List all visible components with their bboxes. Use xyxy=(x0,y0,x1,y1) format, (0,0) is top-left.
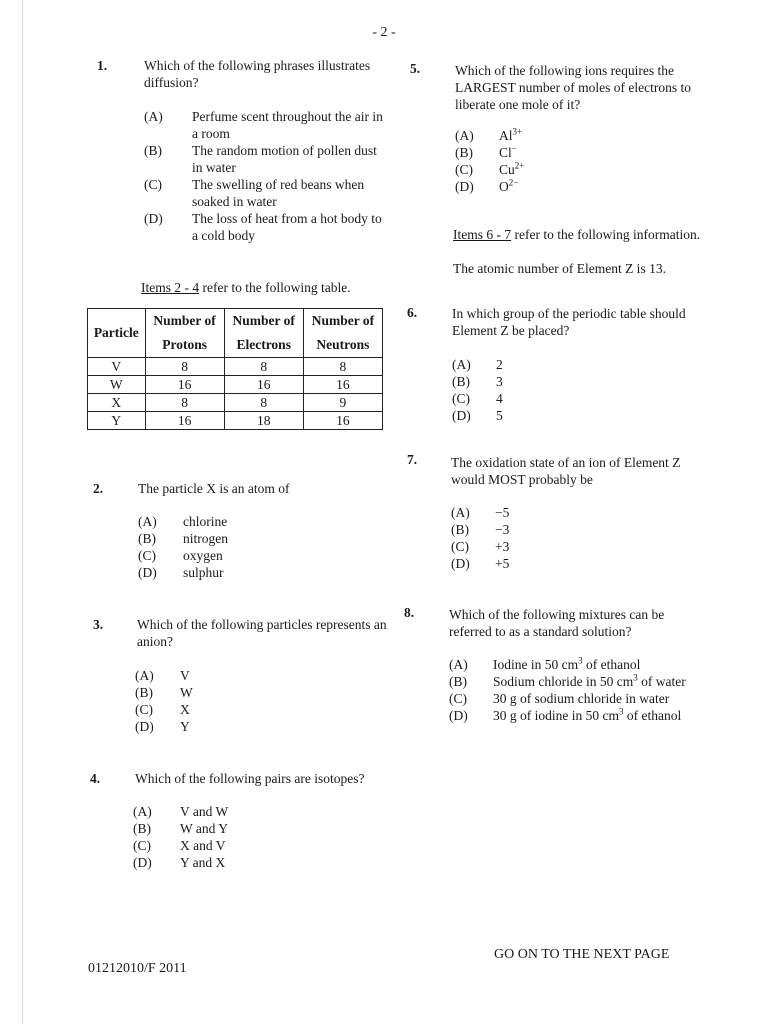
element-z-info: The atomic number of Element Z is 13. xyxy=(453,261,666,276)
q6-option-c[interactable]: (C) 4 xyxy=(452,391,503,406)
q7-option-d[interactable]: (D) +5 xyxy=(451,556,510,571)
table-row xyxy=(88,394,383,412)
q8-number: 8. xyxy=(404,605,415,620)
table-row xyxy=(88,358,383,376)
q8-stem: Which of the following mixtures can be referred to as a standard solution? xyxy=(449,607,665,639)
q7-option-b[interactable]: (B) −3 xyxy=(451,522,510,537)
q4-stem: Which of the following pairs are isotopes? xyxy=(135,771,365,786)
q6-option-d[interactable]: (D) 5 xyxy=(452,408,503,423)
q3-stem: Which of the following particles represents an anion? xyxy=(137,617,387,649)
cell-neutrons: 9 xyxy=(303,394,382,412)
q6-stem: In which group of the periodic table should Element Z be placed? xyxy=(452,306,686,338)
q6-option-b[interactable]: (B) 3 xyxy=(452,374,503,389)
q1-options xyxy=(144,108,386,244)
q8-option-d[interactable]: (D) 30 g of iodine in 50 $cm^3$ of ethanol xyxy=(449,706,682,723)
q4-number: 4. xyxy=(90,771,101,786)
cell-protons: 8 xyxy=(145,394,224,412)
q7-option-c[interactable]: (C) +3 xyxy=(451,539,510,554)
cell-protons: 16 xyxy=(145,412,224,430)
cell-electrons: 8 xyxy=(224,394,303,412)
header-particle: Particle xyxy=(88,309,146,358)
particle-table xyxy=(87,308,383,430)
q5-option-c[interactable]: (C) $Cu^{2+}$ xyxy=(455,160,525,177)
q5-option-d[interactable]: (D) $O^{2-}$ xyxy=(455,177,519,194)
q2-options xyxy=(138,513,338,581)
scan-edge-line xyxy=(22,0,23,1024)
q2-option-c[interactable]: (C) oxygen xyxy=(138,548,223,563)
cell-particle: W xyxy=(88,376,146,394)
q8-option-a[interactable]: (A) Iodine in 50 $cm^3$ of ethanol xyxy=(449,655,641,672)
q8-options xyxy=(449,656,709,724)
cell-electrons: 18 xyxy=(224,412,303,430)
cell-protons: 8 xyxy=(145,358,224,376)
q2-number: 2. xyxy=(93,481,104,496)
q6-options xyxy=(452,356,602,424)
q7-option-a[interactable]: (A) −5 xyxy=(451,505,510,520)
q2-option-d[interactable]: (D) sulphur xyxy=(138,565,224,580)
items-6-7-intro: Items 6 - 7 refer to the following information. xyxy=(453,227,701,242)
paper-code: 01212010/F 2011 xyxy=(88,961,187,976)
q2-stem: The particle X is an atom of xyxy=(138,481,290,496)
q3-option-d[interactable]: (D) Y xyxy=(135,719,190,734)
q1-option-b[interactable]: (B) The random motion of pollen dust in water xyxy=(144,143,377,175)
cell-electrons: 16 xyxy=(224,376,303,394)
q4-option-b[interactable]: (B) W and Y xyxy=(133,821,228,836)
cell-protons: 16 xyxy=(145,376,224,394)
q1-stem: Which of the following phrases illustrates diffusion? xyxy=(144,58,371,90)
q1-option-d[interactable]: (D) The loss of heat from a hot body to a cold body xyxy=(144,211,382,243)
q4-option-a[interactable]: (A) V and W xyxy=(133,804,229,819)
q4-options xyxy=(133,803,333,871)
q8-option-c[interactable]: (C) 30 g of sodium chloride in water xyxy=(449,691,670,706)
cell-particle: Y xyxy=(88,412,146,430)
table-header-row xyxy=(88,309,383,358)
cell-neutrons: 8 xyxy=(303,358,382,376)
cell-neutrons: 16 xyxy=(303,376,382,394)
q6-option-a[interactable]: (A) 2 xyxy=(452,357,503,372)
q6-number: 6. xyxy=(407,305,418,320)
q3-options xyxy=(135,667,335,735)
q1-option-c[interactable]: (C) The swelling of red beans when soaked in water xyxy=(144,177,365,209)
q1-option-a[interactable]: (A) Perfume scent throughout the air in a room xyxy=(144,109,383,141)
table-row xyxy=(88,376,383,394)
q3-option-b[interactable]: (B) W xyxy=(135,685,193,700)
q5-stem: Which of the following ions requires the LARGEST number of moles of electrons to liberate one mole of it? xyxy=(455,63,691,112)
q2-option-a[interactable]: (A) chlorine xyxy=(138,514,228,529)
header-protons: Number of Protons xyxy=(145,309,224,358)
table-row xyxy=(88,412,383,430)
q1-number: 1. xyxy=(97,58,108,73)
q3-number: 3. xyxy=(93,617,104,632)
q5-option-b[interactable]: (B) Cl− xyxy=(455,143,517,160)
page-number: - 2 - xyxy=(372,25,396,40)
q4-option-d[interactable]: (D) Y and X xyxy=(133,855,226,870)
cell-particle: X xyxy=(88,394,146,412)
q3-option-a[interactable]: (A) V xyxy=(135,668,190,683)
go-on-next-page: GO ON TO THE NEXT PAGE xyxy=(494,947,670,962)
q8-option-b[interactable]: (B) Sodium chloride in 50 $cm^3$ of water xyxy=(449,672,686,689)
q5-options xyxy=(455,127,605,195)
cell-electrons: 8 xyxy=(224,358,303,376)
q7-stem: The oxidation state of an ion of Element Z would MOST probably be xyxy=(451,455,681,487)
cell-particle: V xyxy=(88,358,146,376)
q5-option-a[interactable]: (A) $Al^{3+}$ xyxy=(455,126,523,143)
q3-option-c[interactable]: (C) X xyxy=(135,702,190,717)
q4-option-c[interactable]: (C) X and V xyxy=(133,838,226,853)
header-electrons: Number of Electrons xyxy=(224,309,303,358)
q5-number: 5. xyxy=(410,61,421,76)
items-2-4-intro: Items 2 - 4 refer to the following table. xyxy=(141,280,351,295)
q7-number: 7. xyxy=(407,452,418,467)
header-neutrons: Number of Neutrons xyxy=(303,309,382,358)
cell-neutrons: 16 xyxy=(303,412,382,430)
q7-options xyxy=(451,504,601,572)
q2-option-b[interactable]: (B) nitrogen xyxy=(138,531,228,546)
